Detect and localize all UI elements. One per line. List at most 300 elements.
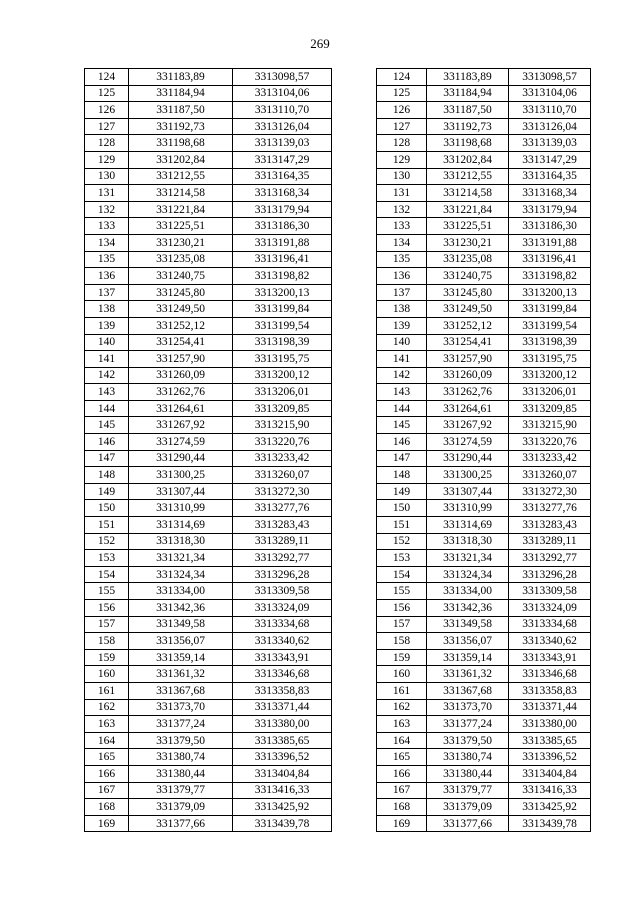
- x-coordinate-cell: 331262,76: [129, 384, 233, 401]
- point-number-cell: 142: [377, 367, 427, 384]
- x-coordinate-cell: 331264,61: [129, 400, 233, 417]
- table-row: [85, 815, 332, 832]
- y-coordinate-cell: 3313425,92: [509, 799, 591, 816]
- x-coordinate-cell: 331267,92: [129, 417, 233, 434]
- x-coordinate-cell: 331183,89: [427, 69, 509, 86]
- y-coordinate-cell: 3313277,76: [509, 500, 591, 517]
- x-coordinate-cell: 331214,58: [129, 185, 233, 202]
- point-number-cell: 131: [377, 185, 427, 202]
- x-coordinate-cell: 331254,41: [427, 334, 509, 351]
- y-coordinate-cell: 3313186,30: [509, 218, 591, 235]
- y-coordinate-cell: 3313200,13: [509, 284, 591, 301]
- table-row: [377, 699, 591, 716]
- x-coordinate-cell: 331187,50: [129, 102, 233, 119]
- table-row: [377, 334, 591, 351]
- page-number: 269: [310, 36, 330, 51]
- table-row: [85, 317, 332, 334]
- table-row: [377, 400, 591, 417]
- point-number-cell: 158: [377, 633, 427, 650]
- y-coordinate-cell: 3313416,33: [233, 782, 332, 799]
- y-coordinate-cell: 3313199,84: [509, 301, 591, 318]
- x-coordinate-cell: 331245,80: [129, 284, 233, 301]
- y-coordinate-cell: 3313260,07: [233, 467, 332, 484]
- point-number-cell: 146: [377, 434, 427, 451]
- y-coordinate-cell: 3313098,57: [233, 69, 332, 86]
- y-coordinate-cell: 3313200,12: [233, 367, 332, 384]
- x-coordinate-cell: 331307,44: [129, 483, 233, 500]
- x-coordinate-cell: 331235,08: [427, 251, 509, 268]
- x-coordinate-cell: 331324,34: [427, 566, 509, 583]
- table-row: [85, 234, 332, 251]
- y-coordinate-cell: 3313233,42: [233, 450, 332, 467]
- x-coordinate-cell: 331359,14: [427, 649, 509, 666]
- point-number-cell: 150: [85, 500, 129, 517]
- y-coordinate-cell: 3313110,70: [233, 102, 332, 119]
- table-row: [377, 799, 591, 816]
- point-number-cell: 139: [377, 317, 427, 334]
- point-number-cell: 132: [377, 201, 427, 218]
- x-coordinate-cell: 331310,99: [129, 500, 233, 517]
- x-coordinate-cell: 331254,41: [129, 334, 233, 351]
- point-number-cell: 149: [377, 483, 427, 500]
- x-coordinate-cell: 331356,07: [427, 633, 509, 650]
- point-number-cell: 128: [377, 135, 427, 152]
- table-row: [377, 234, 591, 251]
- y-coordinate-cell: 3313164,35: [233, 168, 332, 185]
- table-row: [85, 732, 332, 749]
- point-number-cell: 140: [377, 334, 427, 351]
- table-row: [377, 732, 591, 749]
- table-row: [85, 384, 332, 401]
- point-number-cell: 133: [377, 218, 427, 235]
- y-coordinate-cell: 3313346,68: [509, 666, 591, 683]
- x-coordinate-cell: 331187,50: [427, 102, 509, 119]
- table-row: [377, 666, 591, 683]
- y-coordinate-cell: 3313191,88: [233, 234, 332, 251]
- x-coordinate-cell: 331342,36: [427, 600, 509, 617]
- table-row: [377, 583, 591, 600]
- point-number-cell: 143: [85, 384, 129, 401]
- table-row: [377, 268, 591, 285]
- y-coordinate-cell: 3313396,52: [233, 749, 332, 766]
- point-number-cell: 128: [85, 135, 129, 152]
- table-row: [377, 218, 591, 235]
- point-number-cell: 134: [377, 234, 427, 251]
- point-number-cell: 163: [85, 716, 129, 733]
- table-row: [377, 782, 591, 799]
- table-row: [377, 434, 591, 451]
- table-row: [377, 749, 591, 766]
- y-coordinate-cell: 3313289,11: [233, 533, 332, 550]
- table-row: [85, 102, 332, 119]
- table-row: [85, 201, 332, 218]
- point-number-cell: 153: [377, 550, 427, 567]
- y-coordinate-cell: 3313198,39: [233, 334, 332, 351]
- x-coordinate-cell: 331318,30: [427, 533, 509, 550]
- x-coordinate-cell: 331290,44: [427, 450, 509, 467]
- y-coordinate-cell: 3313416,33: [509, 782, 591, 799]
- table-row: [85, 417, 332, 434]
- x-coordinate-cell: 331334,00: [427, 583, 509, 600]
- y-coordinate-cell: 3313385,65: [233, 732, 332, 749]
- point-number-cell: 137: [85, 284, 129, 301]
- y-coordinate-cell: 3313283,43: [233, 517, 332, 534]
- point-number-cell: 152: [85, 533, 129, 550]
- x-coordinate-cell: 331212,55: [129, 168, 233, 185]
- table-row: [377, 102, 591, 119]
- table-row: [85, 434, 332, 451]
- table-row: [377, 467, 591, 484]
- point-number-cell: 169: [85, 815, 129, 832]
- point-number-cell: 154: [85, 566, 129, 583]
- table-row: [85, 583, 332, 600]
- y-coordinate-cell: 3313289,11: [509, 533, 591, 550]
- y-coordinate-cell: 3313385,65: [509, 732, 591, 749]
- table-row: [85, 483, 332, 500]
- point-number-cell: 138: [377, 301, 427, 318]
- x-coordinate-cell: 331240,75: [427, 268, 509, 285]
- y-coordinate-cell: 3313139,03: [509, 135, 591, 152]
- point-number-cell: 138: [85, 301, 129, 318]
- x-coordinate-cell: 331198,68: [129, 135, 233, 152]
- point-number-cell: 162: [377, 699, 427, 716]
- point-number-cell: 152: [377, 533, 427, 550]
- table-row: [377, 168, 591, 185]
- point-number-cell: 161: [85, 682, 129, 699]
- table-row: [85, 85, 332, 102]
- y-coordinate-cell: 3313200,13: [233, 284, 332, 301]
- y-coordinate-cell: 3313198,39: [509, 334, 591, 351]
- x-coordinate-cell: 331252,12: [129, 317, 233, 334]
- y-coordinate-cell: 3313292,77: [233, 550, 332, 567]
- point-number-cell: 126: [377, 102, 427, 119]
- x-coordinate-cell: 331373,70: [129, 699, 233, 716]
- point-number-cell: 135: [85, 251, 129, 268]
- point-number-cell: 167: [85, 782, 129, 799]
- x-coordinate-cell: 331377,24: [129, 716, 233, 733]
- table-row: [85, 450, 332, 467]
- table-row: [85, 566, 332, 583]
- y-coordinate-cell: 3313404,84: [233, 765, 332, 782]
- table-row: [85, 251, 332, 268]
- point-number-cell: 167: [377, 782, 427, 799]
- y-coordinate-cell: 3313199,54: [233, 317, 332, 334]
- y-coordinate-cell: 3313309,58: [509, 583, 591, 600]
- point-number-cell: 169: [377, 815, 427, 832]
- point-number-cell: 164: [85, 732, 129, 749]
- x-coordinate-cell: 331380,74: [427, 749, 509, 766]
- table-row: [85, 118, 332, 135]
- x-coordinate-cell: 331318,30: [129, 533, 233, 550]
- table-row: [377, 566, 591, 583]
- x-coordinate-cell: 331202,84: [427, 151, 509, 168]
- x-coordinate-cell: 331379,77: [427, 782, 509, 799]
- table-row: [377, 301, 591, 318]
- point-number-cell: 154: [377, 566, 427, 583]
- y-coordinate-cell: 3313198,82: [233, 268, 332, 285]
- y-coordinate-cell: 3313126,04: [233, 118, 332, 135]
- y-coordinate-cell: 3313164,35: [509, 168, 591, 185]
- x-coordinate-cell: 331379,09: [129, 799, 233, 816]
- point-number-cell: 165: [85, 749, 129, 766]
- point-number-cell: 144: [377, 400, 427, 417]
- table-row: [377, 765, 591, 782]
- point-number-cell: 140: [85, 334, 129, 351]
- point-number-cell: 157: [377, 616, 427, 633]
- x-coordinate-cell: 331310,99: [427, 500, 509, 517]
- point-number-cell: 127: [377, 118, 427, 135]
- point-number-cell: 168: [85, 799, 129, 816]
- table-row: [85, 400, 332, 417]
- point-number-cell: 142: [85, 367, 129, 384]
- y-coordinate-cell: 3313179,94: [233, 201, 332, 218]
- table-row: [377, 417, 591, 434]
- table-row: [377, 384, 591, 401]
- table-row: [85, 268, 332, 285]
- x-coordinate-cell: 331262,76: [427, 384, 509, 401]
- table-row: [85, 782, 332, 799]
- x-coordinate-cell: 331183,89: [129, 69, 233, 86]
- x-coordinate-cell: 331260,09: [129, 367, 233, 384]
- point-number-cell: 156: [377, 600, 427, 617]
- table-row: [377, 85, 591, 102]
- x-coordinate-cell: 331379,77: [129, 782, 233, 799]
- point-number-cell: 151: [85, 517, 129, 534]
- table-row: [85, 550, 332, 567]
- table-row: [85, 351, 332, 368]
- y-coordinate-cell: 3313343,91: [233, 649, 332, 666]
- x-coordinate-cell: 331225,51: [129, 218, 233, 235]
- table-row: [377, 118, 591, 135]
- point-number-cell: 141: [85, 351, 129, 368]
- x-coordinate-cell: 331300,25: [427, 467, 509, 484]
- y-coordinate-cell: 3313220,76: [509, 434, 591, 451]
- y-coordinate-cell: 3313309,58: [233, 583, 332, 600]
- x-coordinate-cell: 331184,94: [129, 85, 233, 102]
- point-number-cell: 160: [377, 666, 427, 683]
- table-row: [377, 151, 591, 168]
- y-coordinate-cell: 3313098,57: [509, 69, 591, 86]
- table-row: [85, 633, 332, 650]
- y-coordinate-cell: 3313277,76: [233, 500, 332, 517]
- y-coordinate-cell: 3313272,30: [233, 483, 332, 500]
- table-row: [85, 284, 332, 301]
- y-coordinate-cell: 3313147,29: [509, 151, 591, 168]
- y-coordinate-cell: 3313126,04: [509, 118, 591, 135]
- x-coordinate-cell: 331198,68: [427, 135, 509, 152]
- y-coordinate-cell: 3313220,76: [233, 434, 332, 451]
- table-row: [85, 168, 332, 185]
- table-row: [85, 218, 332, 235]
- x-coordinate-cell: 331230,21: [129, 234, 233, 251]
- x-coordinate-cell: 331342,36: [129, 600, 233, 617]
- table-row: [377, 284, 591, 301]
- y-coordinate-cell: 3313371,44: [233, 699, 332, 716]
- point-number-cell: 145: [377, 417, 427, 434]
- y-coordinate-cell: 3313343,91: [509, 649, 591, 666]
- table-row: [85, 69, 332, 86]
- table-row: [85, 467, 332, 484]
- y-coordinate-cell: 3313110,70: [509, 102, 591, 119]
- x-coordinate-cell: 331192,73: [427, 118, 509, 135]
- point-number-cell: 149: [85, 483, 129, 500]
- x-coordinate-cell: 331321,34: [129, 550, 233, 567]
- table-row: [85, 500, 332, 517]
- point-number-cell: 139: [85, 317, 129, 334]
- point-number-cell: 155: [377, 583, 427, 600]
- y-coordinate-cell: 3313209,85: [233, 400, 332, 417]
- x-coordinate-cell: 331260,09: [427, 367, 509, 384]
- x-coordinate-cell: 331245,80: [427, 284, 509, 301]
- x-coordinate-cell: 331240,75: [129, 268, 233, 285]
- y-coordinate-cell: 3313199,84: [233, 301, 332, 318]
- y-coordinate-cell: 3313196,41: [233, 251, 332, 268]
- point-number-cell: 127: [85, 118, 129, 135]
- point-number-cell: 132: [85, 201, 129, 218]
- table-row: [377, 500, 591, 517]
- y-coordinate-cell: 3313195,75: [509, 351, 591, 368]
- point-number-cell: 164: [377, 732, 427, 749]
- table-row: [377, 201, 591, 218]
- point-number-cell: 151: [377, 517, 427, 534]
- y-coordinate-cell: 3313340,62: [509, 633, 591, 650]
- y-coordinate-cell: 3313334,68: [233, 616, 332, 633]
- table-row: [85, 765, 332, 782]
- x-coordinate-cell: 331249,50: [129, 301, 233, 318]
- coordinates-table-right: [376, 68, 591, 832]
- y-coordinate-cell: 3313199,54: [509, 317, 591, 334]
- y-coordinate-cell: 3313439,78: [509, 815, 591, 832]
- point-number-cell: 130: [85, 168, 129, 185]
- point-number-cell: 146: [85, 434, 129, 451]
- point-number-cell: 150: [377, 500, 427, 517]
- point-number-cell: 158: [85, 633, 129, 650]
- y-coordinate-cell: 3313195,75: [233, 351, 332, 368]
- y-coordinate-cell: 3313186,30: [233, 218, 332, 235]
- y-coordinate-cell: 3313104,06: [509, 85, 591, 102]
- x-coordinate-cell: 331349,58: [427, 616, 509, 633]
- x-coordinate-cell: 331290,44: [129, 450, 233, 467]
- y-coordinate-cell: 3313209,85: [509, 400, 591, 417]
- y-coordinate-cell: 3313324,09: [509, 600, 591, 617]
- table-row: [85, 749, 332, 766]
- y-coordinate-cell: 3313200,12: [509, 367, 591, 384]
- y-coordinate-cell: 3313215,90: [233, 417, 332, 434]
- x-coordinate-cell: 331321,34: [427, 550, 509, 567]
- y-coordinate-cell: 3313191,88: [509, 234, 591, 251]
- table-row: [377, 317, 591, 334]
- point-number-cell: 137: [377, 284, 427, 301]
- point-number-cell: 156: [85, 600, 129, 617]
- y-coordinate-cell: 3313358,83: [509, 682, 591, 699]
- point-number-cell: 143: [377, 384, 427, 401]
- point-number-cell: 147: [85, 450, 129, 467]
- y-coordinate-cell: 3313215,90: [509, 417, 591, 434]
- x-coordinate-cell: 331192,73: [129, 118, 233, 135]
- point-number-cell: 168: [377, 799, 427, 816]
- table-row: [85, 600, 332, 617]
- table-row: [377, 450, 591, 467]
- x-coordinate-cell: 331377,66: [427, 815, 509, 832]
- x-coordinate-cell: 331264,61: [427, 400, 509, 417]
- x-coordinate-cell: 331314,69: [129, 517, 233, 534]
- point-number-cell: 165: [377, 749, 427, 766]
- y-coordinate-cell: 3313272,30: [509, 483, 591, 500]
- y-coordinate-cell: 3313147,29: [233, 151, 332, 168]
- x-coordinate-cell: 331300,25: [129, 467, 233, 484]
- y-coordinate-cell: 3313139,03: [233, 135, 332, 152]
- point-number-cell: 141: [377, 351, 427, 368]
- x-coordinate-cell: 331379,50: [427, 732, 509, 749]
- point-number-cell: 161: [377, 682, 427, 699]
- x-coordinate-cell: 331267,92: [427, 417, 509, 434]
- point-number-cell: 136: [377, 268, 427, 285]
- y-coordinate-cell: 3313340,62: [233, 633, 332, 650]
- point-number-cell: 148: [377, 467, 427, 484]
- x-coordinate-cell: 331324,34: [129, 566, 233, 583]
- x-coordinate-cell: 331214,58: [427, 185, 509, 202]
- table-row: [85, 185, 332, 202]
- point-number-cell: 135: [377, 251, 427, 268]
- y-coordinate-cell: 3313439,78: [233, 815, 332, 832]
- point-number-cell: 166: [377, 765, 427, 782]
- table-row: [377, 367, 591, 384]
- table-row: [377, 517, 591, 534]
- y-coordinate-cell: 3313296,28: [233, 566, 332, 583]
- y-coordinate-cell: 3313233,42: [509, 450, 591, 467]
- y-coordinate-cell: 3313371,44: [509, 699, 591, 716]
- y-coordinate-cell: 3313206,01: [233, 384, 332, 401]
- y-coordinate-cell: 3313346,68: [233, 666, 332, 683]
- x-coordinate-cell: 331367,68: [129, 682, 233, 699]
- point-number-cell: 129: [377, 151, 427, 168]
- point-number-cell: 157: [85, 616, 129, 633]
- x-coordinate-cell: 331274,59: [427, 434, 509, 451]
- table-row: [377, 251, 591, 268]
- table-row: [85, 666, 332, 683]
- x-coordinate-cell: 331359,14: [129, 649, 233, 666]
- y-coordinate-cell: 3313179,94: [509, 201, 591, 218]
- x-coordinate-cell: 331349,58: [129, 616, 233, 633]
- table-row: [377, 682, 591, 699]
- x-coordinate-cell: 331202,84: [129, 151, 233, 168]
- y-coordinate-cell: 3313206,01: [509, 384, 591, 401]
- y-coordinate-cell: 3313396,52: [509, 749, 591, 766]
- point-number-cell: 124: [377, 69, 427, 86]
- table-row: [85, 716, 332, 733]
- x-coordinate-cell: 331221,84: [129, 201, 233, 218]
- table-row: [377, 550, 591, 567]
- table-row: [85, 682, 332, 699]
- table-row: [377, 135, 591, 152]
- point-number-cell: 144: [85, 400, 129, 417]
- y-coordinate-cell: 3313168,34: [509, 185, 591, 202]
- x-coordinate-cell: 331367,68: [427, 682, 509, 699]
- table-row: [85, 649, 332, 666]
- point-number-cell: 160: [85, 666, 129, 683]
- y-coordinate-cell: 3313196,41: [509, 251, 591, 268]
- y-coordinate-cell: 3313380,00: [509, 716, 591, 733]
- x-coordinate-cell: 331380,74: [129, 749, 233, 766]
- y-coordinate-cell: 3313168,34: [233, 185, 332, 202]
- point-number-cell: 133: [85, 218, 129, 235]
- point-number-cell: 134: [85, 234, 129, 251]
- point-number-cell: 148: [85, 467, 129, 484]
- table-row: [85, 533, 332, 550]
- table-row: [377, 69, 591, 86]
- point-number-cell: 136: [85, 268, 129, 285]
- table-row: [85, 517, 332, 534]
